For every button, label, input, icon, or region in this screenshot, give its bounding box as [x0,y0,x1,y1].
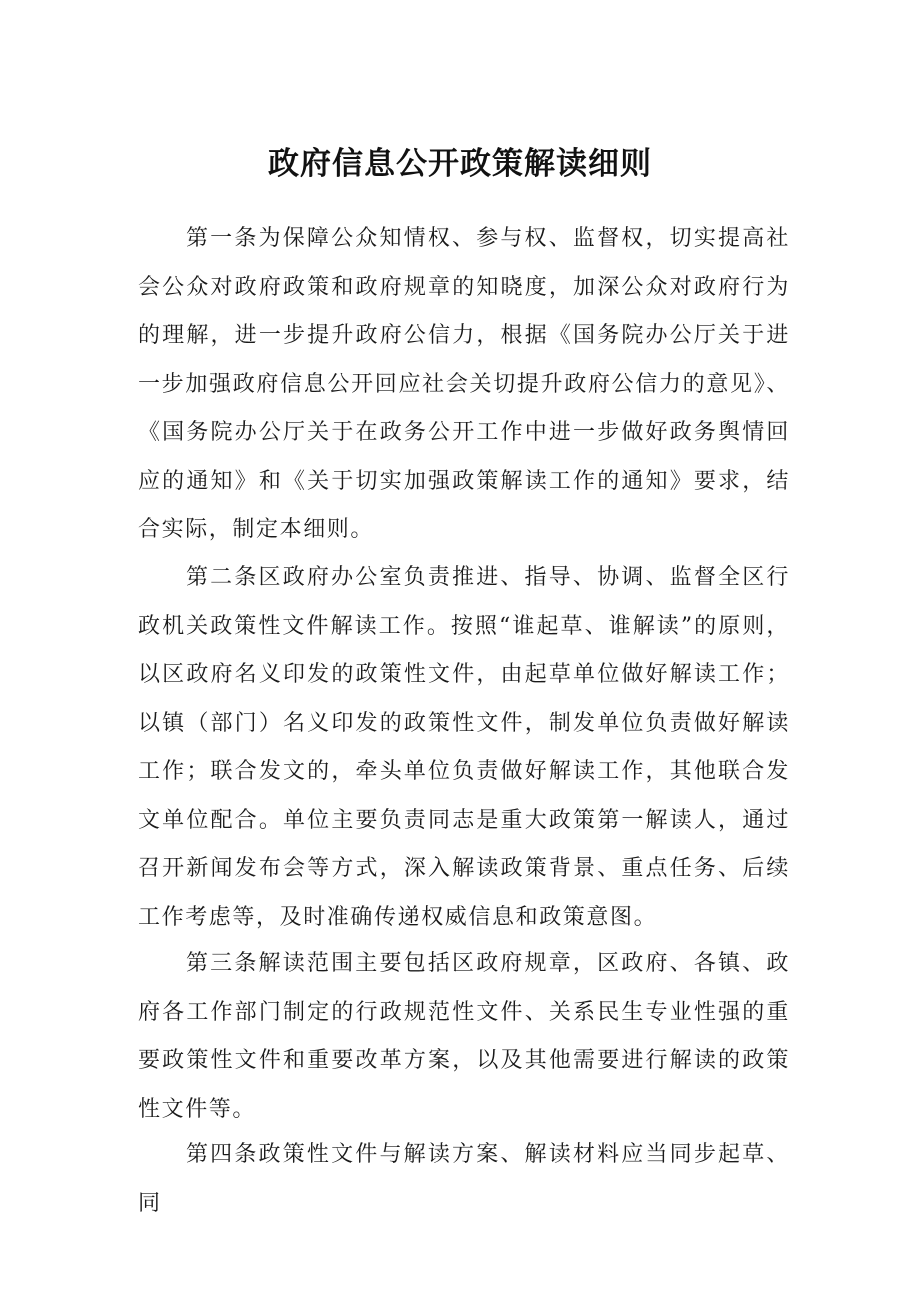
article-2-paragraph: 第二条区政府办公室负责推进、指导、协调、监督全区行政机关政策性文件解读工作。按照“谁起草、谁解读”的原则，以区政府名义印发的政策性文件，由起草单位做好解读工作；以镇（部门）名义印发的政策性文件，制发单位负责做好解读工作；联合发文的，牵头单位负责做好解读工作，其他联合发文单位配合。单位主要负责同志是重大政策第一解读人，通过召开新闻发布会等方式，深入解读政策背景、重点任务、后续工作考虑等，及时准确传递权威信息和政策意图。 [138,565,790,930]
article-4-paragraph: 第四条政策性文件与解读方案、解读材料应当同步起草、同 [138,1142,790,1216]
article-3-paragraph: 第三条解读范围主要包括区政府规章，区政府、各镇、政府各工作部门制定的行政规范性文件、关系民生专业性强的重要政策性文件和重要改革方案，以及其他需要进行解读的政策性文件等。 [138,951,790,1122]
article-1-paragraph: 第一条为保障公众知情权、参与权、监督权，切实提高社会公众对政府政策和政府规章的知晓度，加深公众对政府行为的理解，进一步提升政府公信力，根据《国务院办公厅关于进一步加强政府信息公开回应社会关切提升政府公信力的意见》、《国务院办公厅关于在政务公开工作中进一步做好政务舆情回应的通知》和《关于切实加强政策解读工作的通知》要求，结合实际，制定本细则。 [138,226,790,542]
document-title: 政府信息公开政策解读细则 [268,146,652,182]
